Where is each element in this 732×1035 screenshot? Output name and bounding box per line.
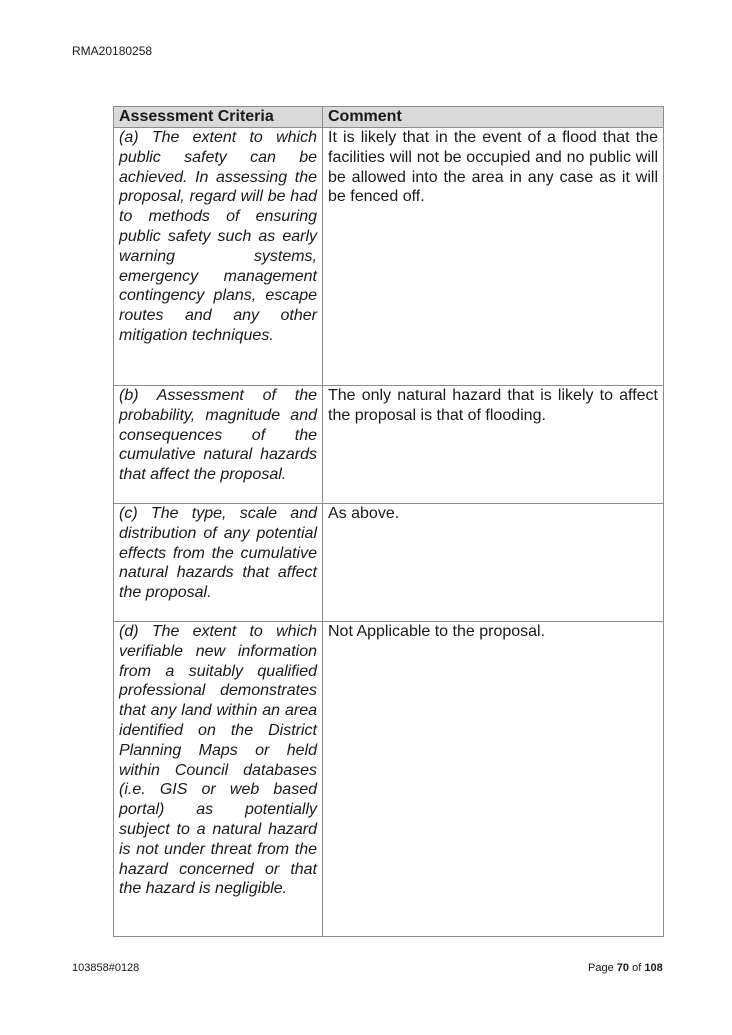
current-page: 70 (616, 962, 630, 974)
table-row (114, 128, 664, 386)
column-header-criteria: Assessment Criteria (114, 107, 323, 128)
footer-page-number (588, 962, 663, 974)
table-header-row (114, 107, 664, 128)
total-pages: 108 (644, 962, 663, 974)
page-label: Page (588, 962, 614, 974)
criteria-cell: (d) The extent to which verifiable new information from a suitably qualified professional demonstrates that any land within an area identified on the District Planning Maps or held within Council databases (i.e. GIS or web based portal) as potentially subject to a natural hazard is not under threat from the hazard concerned or that the hazard is negligible. (114, 622, 323, 937)
table-row (114, 622, 664, 937)
criteria-cell: (b) Assessment of the probability, magnitude and consequences of the cumulative natural hazards that affect the proposal. (114, 386, 323, 504)
document-reference: RMA20180258 (72, 44, 153, 58)
table-row (114, 504, 664, 622)
column-header-comment: Comment (323, 107, 664, 128)
assessment-table (113, 106, 664, 937)
comment-cell: Not Applicable to the proposal. (323, 622, 664, 937)
of-label: of (632, 962, 642, 974)
criteria-cell: (a) The extent to which public safety can be achieved. In assessing the proposal, regard will be had to methods of ensuring public safety such as early warning systems, emergency management contingency plans, escape routes and any other mitigation techniques. (114, 128, 323, 386)
criteria-cell: (c) The type, scale and distribution of any potential effects from the cumulative natural hazards that affect the proposal. (114, 504, 323, 622)
comment-cell: The only natural hazard that is likely to affect the proposal is that of flooding. (323, 386, 664, 504)
comment-cell: As above. (323, 504, 664, 622)
comment-cell: It is likely that in the event of a flood that the facilities will not be occupied and no public will be allowed into the area in any case as it will be fenced off. (323, 128, 664, 386)
table-row (114, 386, 664, 504)
footer-file-reference: 103858#0128 (72, 962, 140, 974)
